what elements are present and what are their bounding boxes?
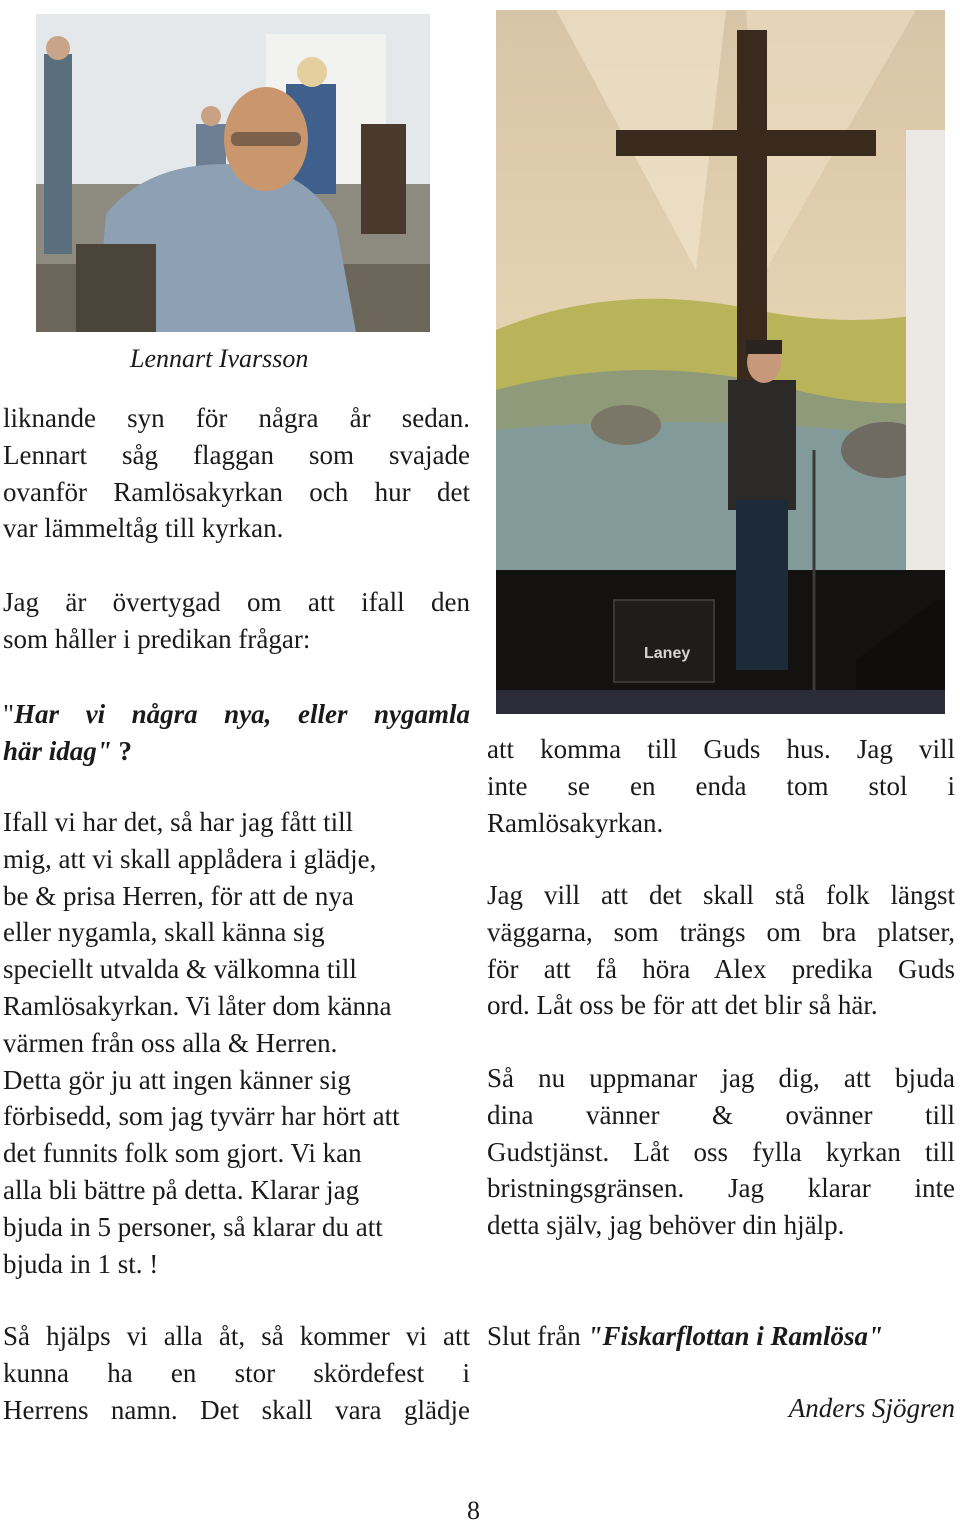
portrait-photo <box>36 14 430 332</box>
amp-brand-label: Laney <box>644 645 691 662</box>
page-number: 8 <box>467 1496 480 1525</box>
paragraph-line: ovanför Ramlösakyrkan och hur det <box>3 476 470 507</box>
paragraph-line: Jag vill att det skall stå folk längst <box>487 880 955 910</box>
paragraph-line: för att få höra Alex predika Guds <box>487 953 955 984</box>
closing-line <box>487 1318 955 1355</box>
left-paragraph-2 <box>3 584 470 658</box>
paragraph-line: var lämmeltåg till kyrkan. <box>3 513 284 544</box>
paragraph-line: Så nu uppmanar jag dig, att bjuda <box>487 1063 955 1093</box>
closing-title: "Fiskarflottan i Ramlösa" <box>587 1321 884 1351</box>
paragraph-line: att komma till Guds hus. Jag vill <box>487 734 955 764</box>
closing-text <box>487 1318 955 1355</box>
paragraph-line: Ramlösakyrkan. <box>487 807 664 838</box>
stage-photo <box>496 10 945 714</box>
paragraph-line: Jag är övertygad om att ifall den <box>3 587 470 617</box>
paragraph-line: liknande syn för några år sedan. <box>3 403 470 433</box>
quote-text: Har vi några nya, eller nygamla <box>14 699 470 729</box>
paragraph-line: bristningsgränsen. Jag klarar inte <box>487 1173 955 1204</box>
quote-text-2: här idag" <box>3 735 112 766</box>
stage-photo-icon <box>496 10 945 714</box>
left-paragraph-4 <box>3 1318 470 1428</box>
quote-mark: ? <box>111 735 133 766</box>
portrait-photo-icon <box>36 14 430 332</box>
paragraph-line: Ifall vi har det, så har jag fått till <box>3 807 354 837</box>
right-paragraph-2 <box>487 877 955 1024</box>
paragraph-line: Gudstjänst. Låt oss fylla kyrkan till <box>487 1136 955 1167</box>
paragraph-line: Herrens namn. Det skall vara glädje <box>3 1394 470 1425</box>
paragraph-line: värmen från oss alla & Herren. <box>3 1027 338 1058</box>
paragraph-line: Lennart såg flaggan som svajade <box>3 439 470 470</box>
paragraph-line: dina vänner & ovänner till <box>487 1099 955 1130</box>
paragraph-line: detta själv, jag behöver din hjälp. <box>487 1210 845 1241</box>
closing-prefix: Slut från <box>487 1321 588 1351</box>
paragraph-line: bjuda in 1 st. ! <box>3 1248 159 1279</box>
paragraph-line: mig, att vi skall applådera i glädje, <box>3 843 377 874</box>
paragraph-line: Detta gör ju att ingen känner sig <box>3 1064 351 1095</box>
paragraph-line: alla bli bättre på detta. Klarar jag <box>3 1174 360 1205</box>
paragraph-line: Så hjälps vi alla åt, så kommer vi att <box>3 1321 470 1351</box>
photo-caption: Lennart Ivarsson <box>130 344 309 373</box>
paragraph-line: väggarna, som trängs om bra platser, <box>487 916 955 947</box>
paragraph-line: som håller i predikan frågar: <box>3 623 311 654</box>
right-paragraph-3 <box>487 1060 955 1244</box>
paragraph-line: inte se en enda tom stol i <box>487 770 955 801</box>
right-paragraph-1 <box>487 731 955 841</box>
paragraph-line: speciellt utvalda & välkomna till <box>3 954 357 985</box>
paragraph-line: förbisedd, som jag tyvärr har hört att <box>3 1101 400 1132</box>
quote-line <box>3 696 470 733</box>
quote-open: " <box>3 699 15 729</box>
paragraph-line: det funnits folk som gjort. Vi kan <box>3 1138 362 1169</box>
paragraph-line: be & prisa Herren, för att de nya <box>3 880 354 911</box>
left-column <box>3 400 470 547</box>
author-name: Anders Sjögren <box>788 1393 955 1423</box>
quote-block <box>3 696 470 770</box>
paragraph-line: bjuda in 5 personer, så klarar du att <box>3 1211 383 1242</box>
left-paragraph-3 <box>3 804 470 1282</box>
paragraph-line: eller nygamla, skall känna sig <box>3 917 325 948</box>
quote-line <box>3 733 470 770</box>
paragraph-line: Ramlösakyrkan. Vi låter dom känna <box>3 990 392 1021</box>
paragraph-line: kunna ha en stor skördefest i <box>3 1357 470 1388</box>
paragraph-line: ord. Låt oss be för att det blir så här. <box>487 990 878 1021</box>
author-line <box>487 1390 955 1427</box>
